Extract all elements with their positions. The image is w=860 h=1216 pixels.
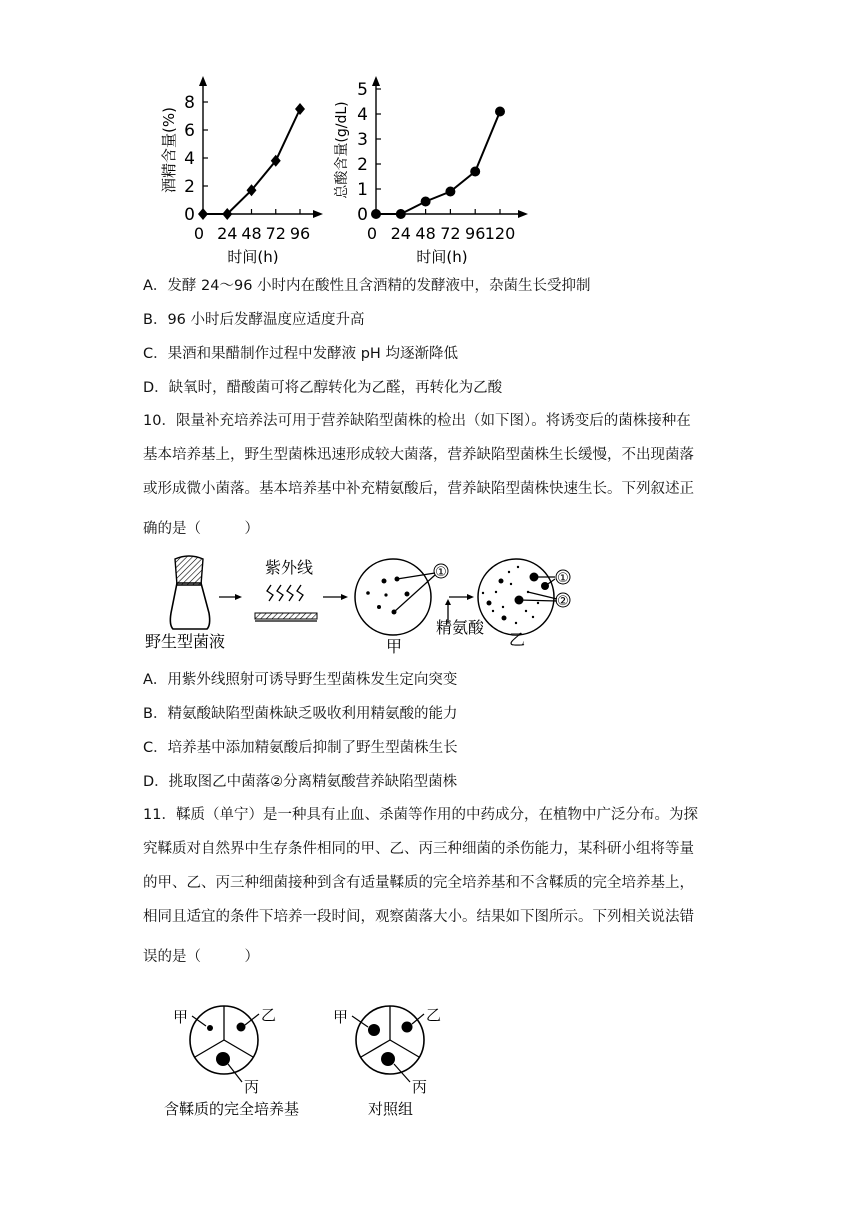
data-point (371, 209, 381, 219)
dish-yi (478, 559, 554, 635)
marker-1: ① (557, 571, 569, 586)
caption-right: 对照组 (368, 1100, 414, 1118)
x-tick-label: 24 (217, 224, 238, 243)
y-tick-label: 1 (357, 180, 368, 200)
q9-charts (150, 72, 540, 268)
q11-stem (143, 798, 743, 974)
data-point (445, 187, 455, 197)
q10-option-c: C．培养基中添加精氨酸后抑制了野生型菌株生长 (143, 740, 458, 756)
x-tick-label: 72 (265, 224, 286, 243)
y-tick-label: 3 (357, 130, 368, 150)
arrow-right-icon (235, 594, 242, 600)
q11-stem-line: 误的是（ ） (143, 949, 259, 965)
uv-label: 紫外线 (265, 558, 314, 577)
q9-option-b: B．96 小时后发酵温度应适度升高 (143, 312, 365, 328)
q10-option-d: D．挑取图乙中菌落②分离精氨酸营养缺陷型菌株 (143, 774, 458, 790)
arginine-label: 精氨酸 (436, 618, 485, 637)
dish-with-tannin (190, 1006, 258, 1074)
arrow-up-icon (445, 599, 451, 605)
alcohol-series-line (203, 109, 300, 214)
caption-left: 含鞣质的完全培养基 (164, 1100, 300, 1118)
q10-option-b: B．精氨酸缺陷型菌株缺乏吸收利用精氨酸的能力 (143, 706, 458, 722)
data-point (421, 197, 431, 207)
y-tick-label: 8 (184, 93, 195, 113)
culture-tray-icon (255, 613, 317, 621)
left-xlabel: 时间(h) (227, 248, 279, 266)
x-tick-label: 0 (193, 224, 205, 243)
y-tick-label: 6 (184, 121, 195, 141)
y-axis-arrow-icon (199, 76, 207, 86)
q11-stem-line: 11．鞣质（单宁）是一种具有止血、杀菌等作用的中药成分，在植物中广泛分布。为探 (143, 807, 698, 823)
q10-stem-line: 10．限量补充培养法可用于营养缺陷型菌株的检出（如下图）。将诱变后的菌株接种在 (143, 413, 691, 429)
y-tick-label: 0 (184, 205, 195, 225)
q10-figure (143, 555, 583, 657)
x-tick-label: 96 (289, 224, 311, 243)
y-tick-label: 4 (357, 105, 368, 125)
q10-stem-line: 基本培养基上，野生型菌株迅速形成较大菌落，营养缺陷型菌株生长缓慢，不出现菌落 (143, 447, 694, 463)
y-tick-label: 0 (357, 205, 368, 225)
data-point (295, 103, 305, 115)
q11-figure (158, 1000, 458, 1125)
acid-series-line (376, 112, 500, 215)
dish2-label: 乙 (509, 630, 526, 649)
label-yi: 乙 (426, 1006, 442, 1024)
x-tick-label: 120 (484, 224, 516, 243)
y-tick-label: 2 (357, 155, 368, 175)
q11-stem-line: 究鞣质对自然界中生存条件相同的甲、乙、丙三种细菌的杀伤能力，某科研小组将等量 (143, 841, 694, 857)
y-axis-arrow-icon (372, 76, 380, 86)
data-point (396, 209, 406, 219)
uv-rays-icon (267, 585, 303, 601)
data-point (198, 208, 208, 220)
marker-1: ① (435, 565, 447, 580)
right-xlabel: 时间(h) (416, 248, 468, 266)
x-tick-label: 48 (241, 224, 262, 243)
data-point (470, 167, 480, 177)
chart-right (334, 76, 528, 266)
q10-stem-line: 或形成微小菌落。基本培养基中补充精氨酸后，营养缺陷型菌株快速生长。下列叙述正 (143, 481, 694, 497)
x-tick-label: 72 (440, 224, 461, 243)
x-tick-label: 0 (366, 224, 378, 243)
arrow-right-icon (341, 594, 348, 600)
x-tick-label: 24 (390, 224, 411, 243)
y-tick-label: 4 (184, 149, 195, 169)
label-jia: 甲 (173, 1008, 189, 1026)
x-tick-label: 96 (465, 224, 486, 243)
label-bing: 丙 (244, 1078, 260, 1096)
dish-control (356, 1006, 424, 1074)
flask-label: 野生型菌液 (145, 632, 226, 651)
left-ylabel: 酒精含量(%) (160, 107, 178, 193)
label-jia: 甲 (333, 1008, 349, 1026)
dish1-label: 甲 (386, 637, 403, 656)
marker-2: ② (557, 594, 569, 609)
q9-option-c: C．果酒和果醋制作过程中发酵液 pH 均逐渐降低 (143, 346, 458, 362)
q11-stem-line: 的甲、乙、丙三种细菌接种到含有适量鞣质的完全培养基和不含鞣质的完全培养基上， (143, 875, 694, 891)
x-axis-arrow-icon (518, 210, 528, 218)
y-tick-label: 5 (357, 80, 368, 100)
data-point (495, 107, 505, 117)
label-yi: 乙 (261, 1006, 277, 1024)
q10-option-a: A．用紫外线照射可诱导野生型菌株发生定向突变 (143, 672, 458, 688)
right-ylabel: 总酸含量(g/dL) (334, 101, 350, 199)
q9-option-a: A．发酵 24～96 小时内在酸性且含酒精的发酵液中，杂菌生长受抑制 (143, 278, 591, 294)
arrow-right-icon (467, 594, 474, 600)
chart-left (160, 76, 323, 266)
q10-stem (143, 404, 743, 546)
dish-jia (355, 559, 431, 635)
x-tick-label: 48 (415, 224, 436, 243)
y-tick-label: 2 (184, 177, 195, 197)
label-bing: 丙 (412, 1078, 428, 1096)
q11-stem-line: 相同且适宜的条件下培养一段时间，观察菌落大小。结果如下图所示。下列相关说法错 (143, 909, 694, 925)
x-axis-arrow-icon (313, 210, 323, 218)
flask-icon (170, 556, 209, 629)
q9-option-d: D．缺氧时，醋酸菌可将乙醇转化为乙醛，再转化为乙酸 (143, 380, 503, 396)
q10-stem-line: 确的是（ ） (143, 521, 259, 537)
